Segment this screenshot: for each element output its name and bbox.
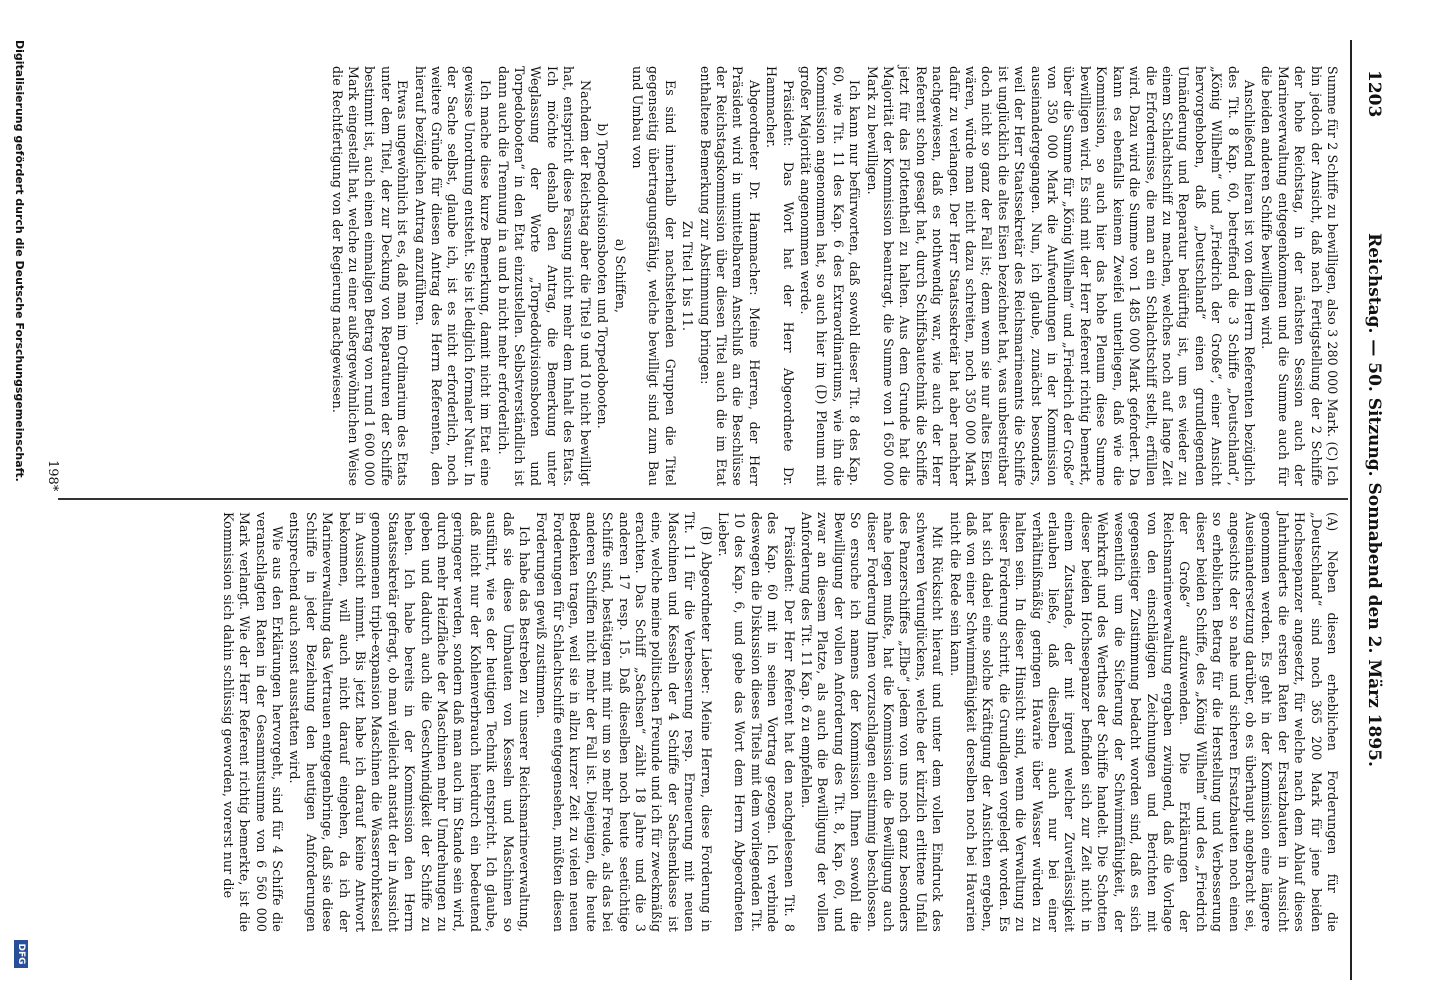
header-rule bbox=[1350, 40, 1352, 980]
paragraph: Präsident: Das Wort hat der Herr Abgeordnete Dr. Hammacher. bbox=[764, 66, 796, 486]
paragraph: Summe für 2 Schiffe zu bewilligen, also 3 280 000 Mark. (C) Ich bin jedoch der Ansicht, daß nach Fertigstellung der 2 Schiffe der hohe Reichstag, in der nächsten Session auch der Marineverwaltung entgegenkommen und die Summe auch für die beiden anderen Schiffe bewilligen wird. bbox=[1259, 66, 1340, 486]
paragraph: Präsident: Der Herr Referent hat den nachgelesenen Tit. 8 des Kap. 60 mit in seinen Vortrag gezogen. Ich verbinde deswegen die Diskussion dieses Titels mit dem vorliegenden Tit. 10 des Kap. 6, und gebe das Wort dem Herrn Abgeordneten Lieber. bbox=[715, 512, 797, 932]
paragraph: Mit Rücksicht hierauf und unter dem vollen Eindruck des schweren Verunglückens, welche der kürzlich erlittene Unfall des Panzerschiffes „Elbe“ jedem von uns noch ganz besonders nahe legen mußte, hat die Kommission die Bewilligung auch dieser Forderung Ihnen vorzuschlagen einstimmig beschlossen. So ersuche ich namens der Kommission Ihnen sowohl die Bewilligung der vollen Anforderung des Tit. 8, Kap. 60, und zwar an diesem Platze, als auch die Bewilligung der vollen Anforderung des Tit. 11 Kap. 6 zu empfehlen. bbox=[799, 512, 946, 932]
paragraph: Abgeordneter Dr. Hammacher: Meine Herren, der Herr Präsident wird in unmittelbarem Anschluß an die Beschlüsse der Reichstagskommission über diesen Titel auch die im Etat enthaltene Bemerkung zur Abstimmung bringen: bbox=[697, 66, 762, 486]
paragraph: Ich mache diese kurze Bemerkung, damit nicht im Etat eine gewisse Unordnung entsteht. Sie ist lediglich formaler Natur. In der Sache selbst, glaube ich, ist es nicht erforderlich, noch weitere Gründe für diesen Antrag des Herrn Referenten, den hierauf bezüglichen Antrag anzuführen. bbox=[412, 66, 494, 486]
right-column bbox=[218, 512, 1340, 932]
paragraph: Etwas ungewöhnlich ist es, daß man im Ordinarium des Etats unter dem Titel, der zur Deckung von Reparaturen der Schiffe bestimmt ist, auch einen einmaligen Betrag von rund 1 600 000 Mark eingestellt hat, welche zu einer außergewöhnlichen Weise die Rechtfertigung von der Regierung nachgewiesen. bbox=[329, 66, 411, 486]
left-column bbox=[327, 66, 1340, 486]
page-footer-number: 198* bbox=[45, 460, 60, 492]
paragraph: Wie aus den Erklärungen hervorgeht, sind für 4 Schiffe die veranschlagten Raten in der Gesammtsumme von 6 560 000 Mark verlangt. Wie der Herr Referent richtig bemerkte, ist die Kommission sich dahin schlüssig geworden, vorerst nur die bbox=[220, 512, 285, 932]
digitization-credit: Digitalisierung gefördert durch die Deutsche Forschungsgemeinschaft. bbox=[13, 40, 26, 482]
paragraph: (B) Abgeordneter Lieber: Meine Herren, diese Forderung in Tit. 11 für die Verbesserung resp. Erneuerung mit neuen Maschinen und Kesseln der 4 Schiffe der Sachsenklasse ist eine, welche meine politischen Freunde und ich für zweckmäßig erachten. Das Schiff „Sachsen“ zählt 18 Jahre und die 3 anderen 17 resp. 15. Daß dieselben noch heute seetüchtige Schiffe sind, bestätigen mit mir um so mehr Freude, als das bei anderen Schiffen nicht mehr der Fall ist. Diejenigen, die heute Bedenken tragen, weil sie in allzu kurzer Zeit zu vielen neuen Forderungen für Schlachtschiffe entgegensehen, müßten diesen Forderungen gewiß zustimmen. bbox=[534, 512, 714, 932]
list-item: a) Schiffen, bbox=[612, 238, 628, 314]
page-header bbox=[1354, 70, 1384, 930]
dfg-logo: DFG bbox=[14, 940, 28, 968]
paragraph: (A) Neben diesen erheblichen Forderungen für die „Deutschland“ sind noch 365 200 Mark für jene beiden Hochseepanzer angesetzt, für welche nach dem Ablauf dieses Jahrhunderts die ersten Raten der Ersatzbauten in Aussicht genommen werden. Es geht in der Kommission eine längere Auseinandersetzung darüber, ob es überhaupt angebracht sei, angesichts der so nahe und sicheren Ersatzbauten noch einen so erheblichen Betrag für die Herstellung und Verbesserung dieser beiden Schiffe, des „König Wilhelm“ und des „Friedrich der Große“ aufzuwenden. Die Erklärungen der Reichsmarineverwaltung ergaben zwingend, daß die Vorlage von den einschlägigen Zeichnungen und Berichten mit gegenseitiger Zustimmung bedacht worden sind, daß es sich wesentlich um die Sicherung der Schwimmfähigkeit, der Wehrkraft und des Werthes der Schiffe handelt. Die Schotten dieser beiden Hochseepanzer befinden sich zur Zeit nicht in einem Zustande, der mit irgend welcher Zuverlässigkeit erlauben ließe, daß dieselben auch nur bei einer verhältnißmäßig geringen Havarie über Wasser würden zu halten sein. In dieser Hinsicht sind, wenn die Verwaltung zu dieser Forderung schritt, die Grundlagen vorgelegt worden. Es hat sich dabei eine solche Kräftigung der Ansichten ergeben, daß von einer Schwimmfähigkeit derselben noch bei Havarien nicht die Rede sein kann. bbox=[947, 512, 1340, 932]
paragraph: Ich habe das Bestreben zu unserer Reichsmarineverwaltung, daß sie diese Umbauten von Kesseln und Maschinen so ausführt, wie es der heutigen Technik entspricht. Ich glaube, daß nicht nur der Kohlenverbrauch hierdurch ein bedeutend geringerer werden, sondern daß man auch im Stande sein wird, durch mehr Heizfläche der Maschinen mehr Umdrehungen zu geben und dadurch auch die Geschwindigkeit der Schiffe zu heben. Ich habe bereits in der Kommission den Herrn Staatssekretär gefragt, ob man vielleicht anstatt der in Aussicht genommenen triple-expansion Maschinen die Wasserrohrkessel in Aussicht nimmt. Bis jetzt habe ich darauf keine Antwort bekommen, will auch nicht darauf eingehen, da ich der Marineverwaltung das Vertrauen entgegenbringe, daß sie diese Schiffe in jeder Beziehung den heutigen Anforderungen entsprechend auch sonst ausstatten wird. bbox=[287, 512, 533, 932]
column-divider bbox=[58, 498, 1348, 500]
running-title: Reichstag. — 50. Sitzung. Sonnabend den 2. März 1895. bbox=[1364, 233, 1384, 767]
list-item: b) Torpedodivisionsbooten und Torpedobooten. bbox=[595, 123, 611, 429]
paragraph: Nachdem der Reichstag aber die Titel 9 und 10 nicht bewilligt hat, entspricht diese Fassung nicht mehr dem Inhalt des Etats. Ich möchte deshalb den Antrag, die Bemerkung unter Weglassung der Worte „Torpedodivisionsbooten und Torpedobooten“ in den Etat einzustellen. Selbstverständlich ist dann auch die Trennung in a und b nicht mehr erforderlich. bbox=[495, 66, 593, 486]
paragraph: Anschließend hieran ist von dem Herrn Referenten bezüglich des Tit. 8 Kap. 60, betreffend die 3 Schiffe „Deutschland“, „König Wilhelm“ und „Friedrich der Große“, einer Ansicht hervorgehoben, daß „Deutschland“ einen grundlegenden Umänderung und Reparatur bedürftig ist, um es wieder zu einem Schlachtschiff zu machen, welches noch auf lange Zeit die Erfordernisse, die man an ein Schlachtschiff stellt, erfüllen wird. Dazu wird die Summe von 1 485 000 Mark gefordert. Da kann es ebenfalls keinem Zweifel unterliegen, daß wie die Kommission, so auch hier das hohe Plenum diese Summe bewilligen wird. Es sind mit der Herr Referent richtig bemerkt, über die Summe für „König Wilhelm“ und „Friedrich der Große“ von 350 000 Mark die Aufwendungen in der Kommission auseinandergegangen. Nun, ich glaube, zunächst besonders, weil der Herr Staatssekretär des Reichsmarineamts die Schiffe ist unglücklich die altes Eisen bezeichnet hat, was unbestreitbar doch nicht so ganz der Fall ist; denn wenn sie nur altes Eisen wären, würde man nicht dazu schreiten, noch 350 000 Mark dafür zu verlangen. Der Herr Staatssekretär hat aber nachher nachgewiesen, daß es nothwendig war, wie auch der Herr Referent schon gesagt hat, durch Schiffsbautechnik die Schiffe jetzt für das Flottentheil zu halten. Aus dem Grunde hat die Majorität der Kommission beantragt, die Summe von 1 650 000 Mark zu bewilligen. bbox=[864, 66, 1257, 486]
paragraph: Ich kann nur befürworten, daß sowohl dieser Tit. 8 des Kap. 60, wie Tit. 11 des Kap. 6 des Extraordinariums, wie ihn die Kommission angenommen hat, so auch hier im (D) Plenum mit großer Majorität angenommen werde. bbox=[798, 66, 863, 486]
section-heading: Zu Titel 1 bis 11. bbox=[680, 220, 696, 332]
page-number: 1203 bbox=[1364, 70, 1384, 118]
paragraph: Es sind innerhalb der nachstehenden Gruppen die Titel gegenseitig übertragungsfähig, welche bewilligt sind zum Bau und Umbau von bbox=[629, 66, 678, 486]
